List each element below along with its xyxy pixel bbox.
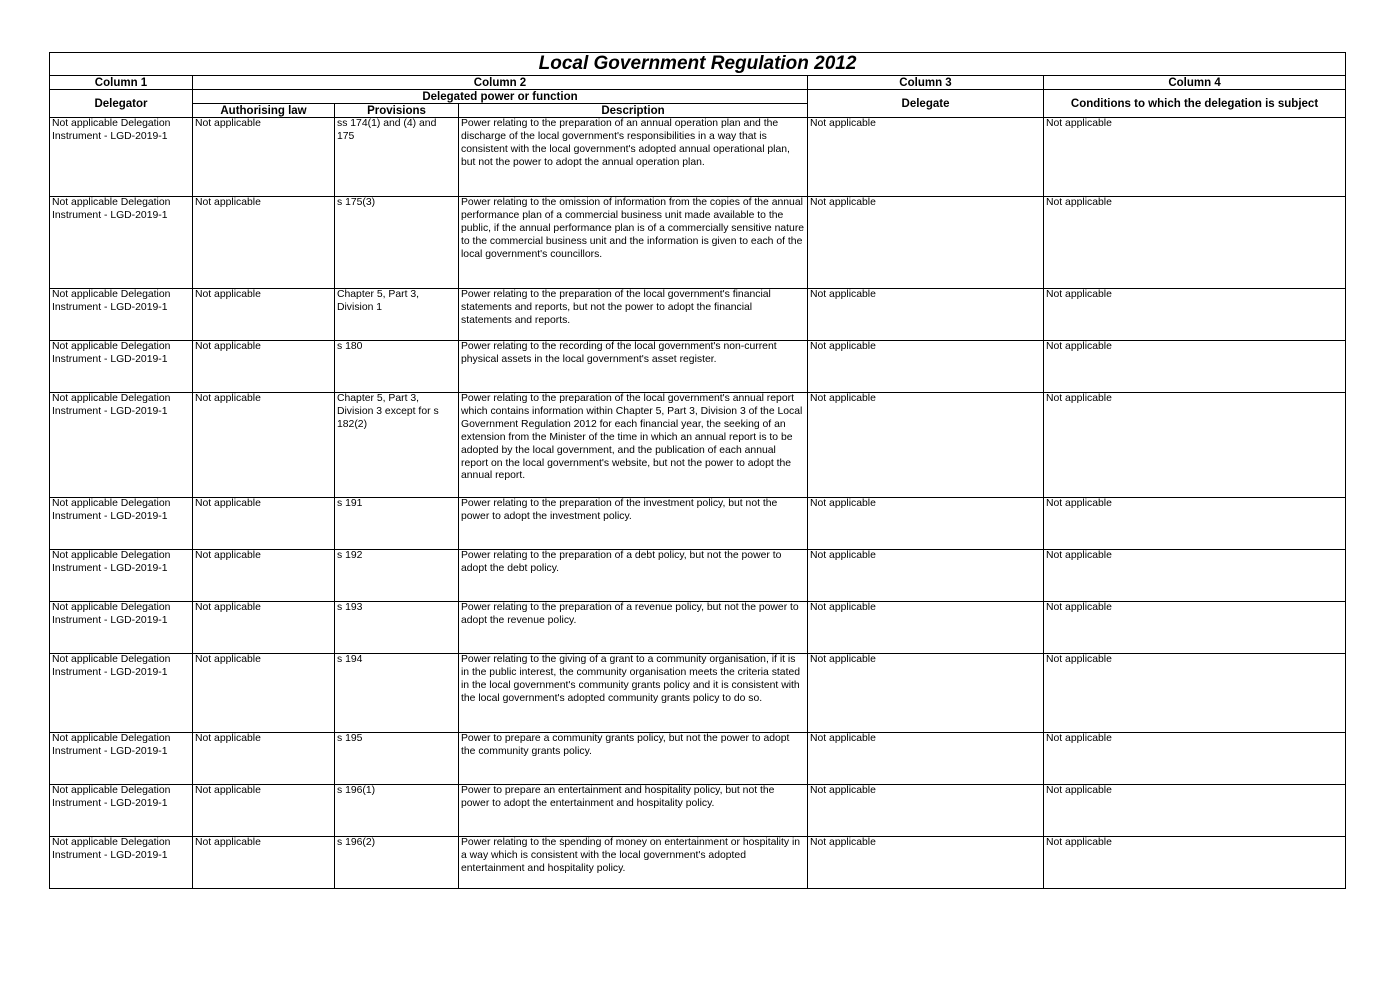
conditions-cell: Not applicable [1044,785,1346,837]
conditions-cell: Not applicable [1044,837,1346,889]
description-cell: Power relating to the giving of a grant to a community organisation, if it is in the public interest, the community organisation meets the criteria stated in the local government's community grants policy and it is consistent with the local government's adopted community grants policy to do so. [459,654,808,733]
column-group-1: Column 1 [50,76,193,90]
description-cell: Power relating to the preparation of the investment policy, but not the power to adopt the investment policy. [459,498,808,550]
delegator-cell: Not applicable Delegation Instrument - LGD-2019-1 [50,785,193,837]
delegate-cell: Not applicable [808,393,1044,498]
conditions-cell: Not applicable [1044,197,1346,289]
delegate-cell: Not applicable [808,118,1044,197]
description-cell: Power relating to the preparation of a revenue policy, but not the power to adopt the revenue policy. [459,602,808,654]
authorising-law-cell: Not applicable [193,550,335,602]
header-delegator: Delegator [50,90,193,118]
authorising-law-cell: Not applicable [193,118,335,197]
delegator-cell: Not applicable Delegation Instrument - LGD-2019-1 [50,733,193,785]
conditions-cell: Not applicable [1044,498,1346,550]
delegator-cell: Not applicable Delegation Instrument - LGD-2019-1 [50,837,193,889]
header-description: Description [459,104,808,118]
conditions-cell: Not applicable [1044,733,1346,785]
header-delegate: Delegate [808,90,1044,118]
provisions-cell: s 196(1) [335,785,459,837]
description-cell: Power to prepare a community grants policy, but not the power to adopt the community grants policy. [459,733,808,785]
conditions-cell: Not applicable [1044,602,1346,654]
table-row [50,118,1346,197]
provisions-cell: s 195 [335,733,459,785]
provisions-cell: s 196(2) [335,837,459,889]
column-group-3: Column 3 [808,76,1044,90]
authorising-law-cell: Not applicable [193,733,335,785]
description-cell: Power relating to the omission of information from the copies of the annual performance plan of a commercial business unit made available to the public, if the annual performance plan is of a commercially sensitive nature to the commercial business unit and the information is given to each of the local government's councillors. [459,197,808,289]
delegator-cell: Not applicable Delegation Instrument - LGD-2019-1 [50,550,193,602]
header-conditions: Conditions to which the delegation is subject [1044,90,1346,118]
delegate-cell: Not applicable [808,289,1044,341]
column-group-2: Column 2 [193,76,808,90]
conditions-cell: Not applicable [1044,393,1346,498]
conditions-cell: Not applicable [1044,550,1346,602]
authorising-law-cell: Not applicable [193,341,335,393]
table-row [50,733,1346,785]
table-row [50,602,1346,654]
description-cell: Power to prepare an entertainment and hospitality policy, but not the power to adopt the entertainment and hospitality policy. [459,785,808,837]
description-cell: Power relating to the preparation of the local government's financial statements and reports, but not the power to adopt the financial statements and reports. [459,289,808,341]
table-row [50,393,1346,498]
delegator-cell: Not applicable Delegation Instrument - LGD-2019-1 [50,197,193,289]
conditions-cell: Not applicable [1044,289,1346,341]
provisions-cell: s 192 [335,550,459,602]
description-cell: Power relating to the recording of the local government's non-current physical assets in the local government's asset register. [459,341,808,393]
table-body [50,118,1346,889]
delegator-cell: Not applicable Delegation Instrument - LGD-2019-1 [50,118,193,197]
table-row [50,289,1346,341]
provisions-cell: ss 174(1) and (4) and 175 [335,118,459,197]
provisions-cell: s 180 [335,341,459,393]
authorising-law-cell: Not applicable [193,393,335,498]
provisions-cell: s 193 [335,602,459,654]
delegation-table [49,52,1346,889]
conditions-cell: Not applicable [1044,341,1346,393]
table-row [50,498,1346,550]
table-row [50,341,1346,393]
authorising-law-cell: Not applicable [193,498,335,550]
description-cell: Power relating to the preparation of the local government's annual report which contains information within Chapter 5, Part 3, Division 3 of the Local Government Regulation 2012 for each financial year, the seeking of an extension from the Minister of the time in which an annual report is to be adopted by the local government, and the publication of each annual report on the local government's website, but not the power to adopt the annual report. [459,393,808,498]
table-row [50,837,1346,889]
delegate-cell: Not applicable [808,837,1044,889]
description-cell: Power relating to the preparation of a debt policy, but not the power to adopt the debt policy. [459,550,808,602]
provisions-cell: s 194 [335,654,459,733]
delegation-sheet [49,52,1345,889]
table-row [50,197,1346,289]
authorising-law-cell: Not applicable [193,602,335,654]
authorising-law-cell: Not applicable [193,654,335,733]
delegate-cell: Not applicable [808,654,1044,733]
table-row [50,785,1346,837]
delegate-cell: Not applicable [808,785,1044,837]
delegate-cell: Not applicable [808,341,1044,393]
provisions-cell: s 191 [335,498,459,550]
provisions-cell: Chapter 5, Part 3, Division 1 [335,289,459,341]
delegate-cell: Not applicable [808,550,1044,602]
provisions-cell: Chapter 5, Part 3, Division 3 except for s 182(2) [335,393,459,498]
delegate-cell: Not applicable [808,602,1044,654]
header-delegated-power: Delegated power or function [193,90,808,104]
header-authorising-law: Authorising law [193,104,335,118]
delegator-cell: Not applicable Delegation Instrument - LGD-2019-1 [50,498,193,550]
authorising-law-cell: Not applicable [193,197,335,289]
delegator-cell: Not applicable Delegation Instrument - LGD-2019-1 [50,341,193,393]
conditions-cell: Not applicable [1044,654,1346,733]
conditions-cell: Not applicable [1044,118,1346,197]
description-cell: Power relating to the preparation of an annual operation plan and the discharge of the local government's responsibilities in a way that is consistent with the local government's adopted annual operational plan, but not the power to adopt the annual operation plan. [459,118,808,197]
provisions-cell: s 175(3) [335,197,459,289]
delegator-cell: Not applicable Delegation Instrument - LGD-2019-1 [50,393,193,498]
table-row [50,654,1346,733]
delegator-cell: Not applicable Delegation Instrument - LGD-2019-1 [50,602,193,654]
delegate-cell: Not applicable [808,197,1044,289]
header-provisions: Provisions [335,104,459,118]
authorising-law-cell: Not applicable [193,785,335,837]
delegate-cell: Not applicable [808,498,1044,550]
description-cell: Power relating to the spending of money on entertainment or hospitality in a way which is consistent with the local government's adopted entertainment and hospitality policy. [459,837,808,889]
authorising-law-cell: Not applicable [193,837,335,889]
document-title: Local Government Regulation 2012 [50,53,1346,76]
delegator-cell: Not applicable Delegation Instrument - LGD-2019-1 [50,654,193,733]
delegator-cell: Not applicable Delegation Instrument - LGD-2019-1 [50,289,193,341]
column-group-4: Column 4 [1044,76,1346,90]
authorising-law-cell: Not applicable [193,289,335,341]
delegate-cell: Not applicable [808,733,1044,785]
table-row [50,550,1346,602]
